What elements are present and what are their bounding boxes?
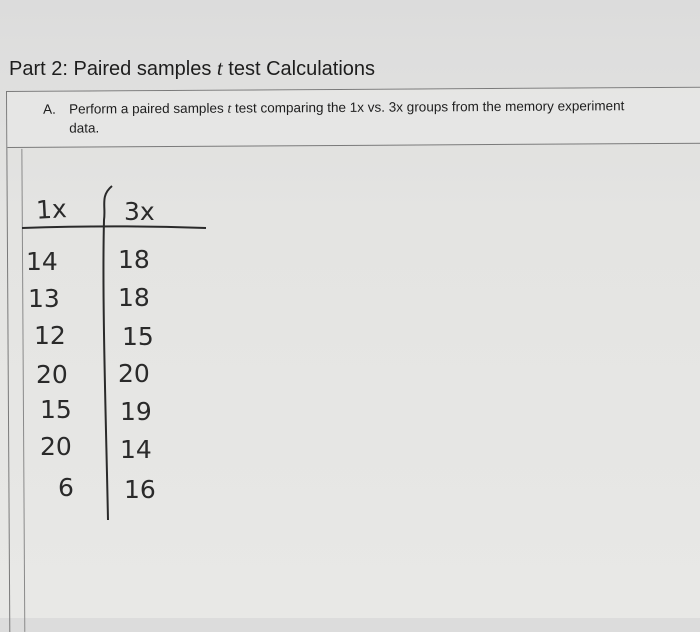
table-cell-3x: 15	[122, 322, 154, 351]
header-1x: 1x	[35, 194, 68, 225]
table-cell-1x: 14	[26, 247, 58, 276]
page-title-suffix: test Calculations	[222, 58, 376, 80]
table-column-divider	[103, 186, 112, 520]
table-cell-3x: 18	[118, 283, 150, 312]
table-cell-1x: 20	[36, 360, 68, 389]
table-cell-1x: 13	[28, 284, 60, 313]
table-header-rule	[22, 227, 206, 229]
question-label: A.	[43, 101, 56, 117]
table-cell-1x: 6	[58, 473, 74, 502]
table-cell-3x: 20	[118, 359, 150, 388]
question-text-after: test comparing the 1x vs. 3x groups from the memory experiment data.	[69, 98, 625, 136]
page-title-italic-t: t	[216, 56, 223, 80]
table-cell-3x: 16	[124, 475, 156, 504]
table-cell-1x: 12	[34, 321, 66, 350]
question-text-before: Perform a paired samples	[69, 100, 228, 117]
page-title-prefix: Part 2: Paired samples	[9, 58, 217, 80]
question-italic-t: t	[227, 100, 232, 116]
table-cell-1x: 20	[40, 432, 72, 461]
table-cell-1x: 15	[40, 395, 72, 424]
header-3x: 3x	[124, 197, 155, 226]
table-cell-3x: 14	[120, 435, 152, 464]
table-cell-3x: 18	[118, 245, 150, 274]
table-cell-3x: 19	[120, 397, 152, 426]
